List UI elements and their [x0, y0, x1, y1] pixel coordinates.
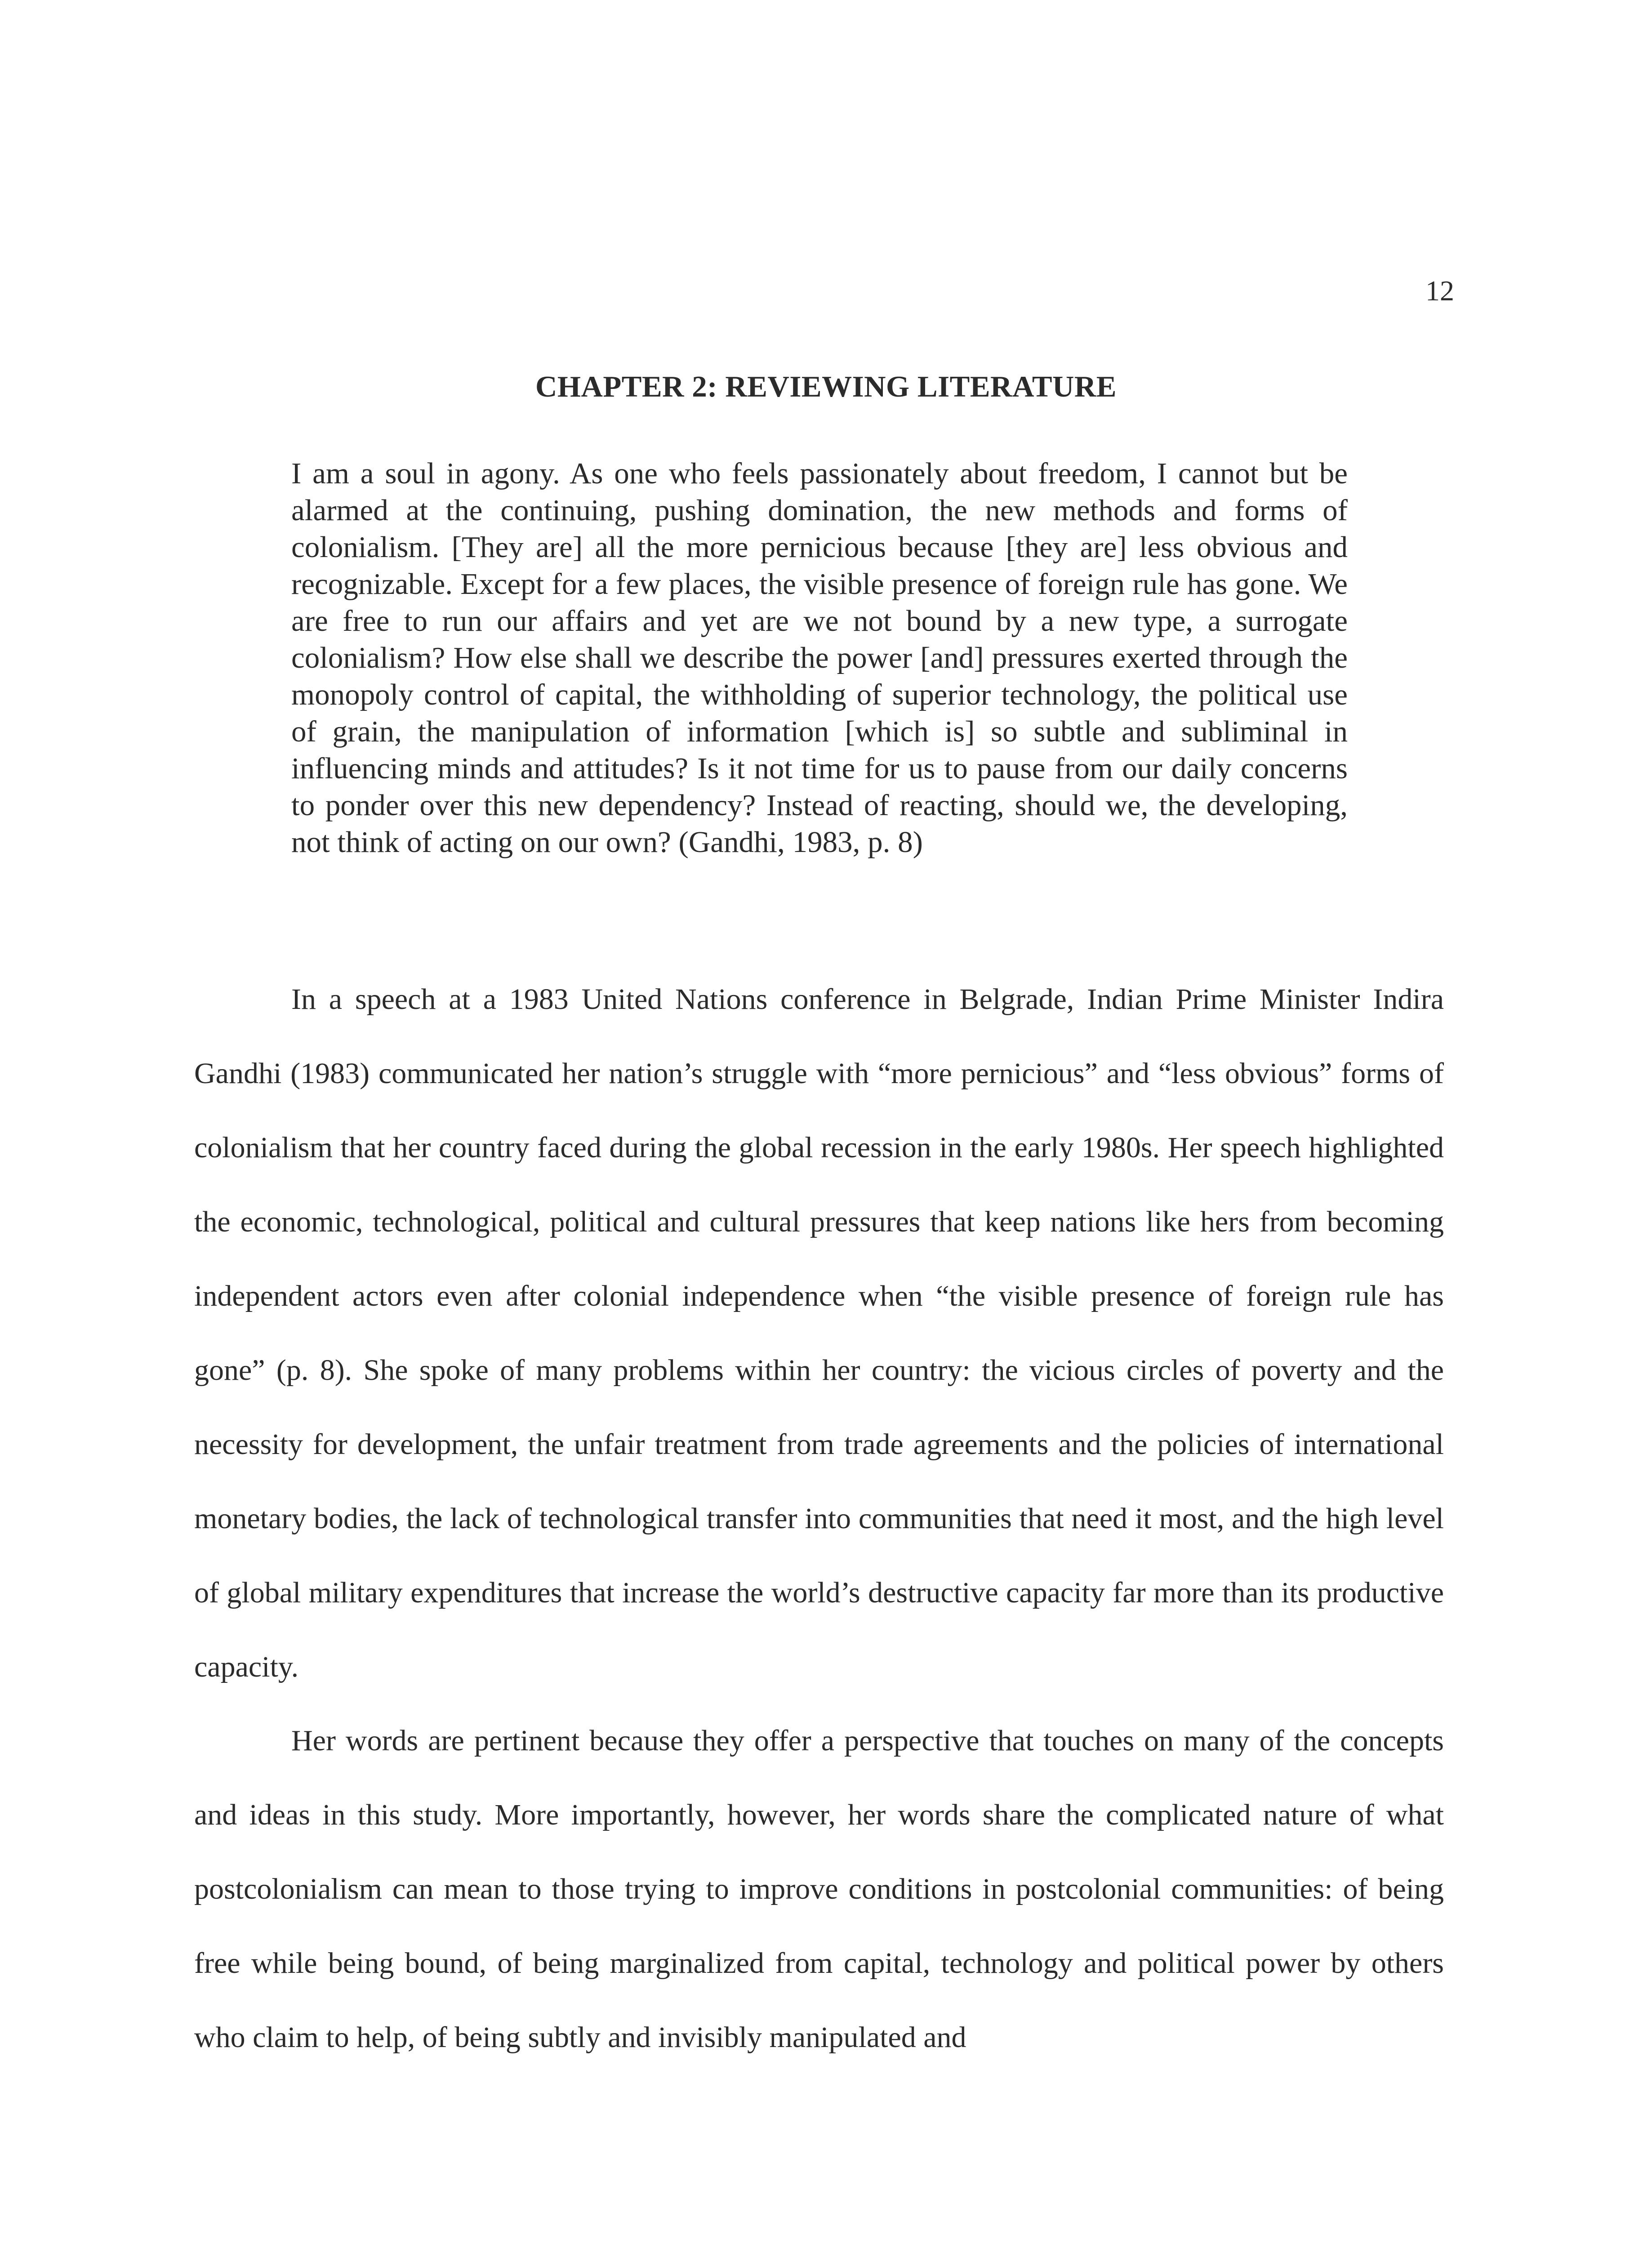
body-paragraph: In a speech at a 1983 United Nations conference in Belgrade, Indian Prime Minister Indira Gandhi (1983) communicated her nation’s struggle with “more pernicious” and “less obvious” forms of colonialism that her country faced during the global recession in the early 1980s. Her speech highlighted the economic, technological, political and cultural pressures that keep nations like hers from becoming independent actors even after colonial independence when “the visible presence of foreign rule has gone” (p. 8). She spoke of many problems within her country: the vicious circles of poverty and the necessity for development, the unfair treatment from trade agreements and the policies of international monetary bodies, the lack of technological transfer into communities that need it most, and the high level of global military expenditures that increase the world’s destructive capacity far more than its productive capacity.	[194, 983, 1444, 1683]
body-paragraph: Her words are pertinent because they offer a perspective that touches on many of the concepts and ideas in this study. More importantly, however, her words share the complicated nature of what postcolonialism can mean to those trying to improve conditions in postcolonial communities: of being free while being bound, of being marginalized from capital, technology and political power by others who claim to help, of being subtly and invisibly manipulated and	[194, 1724, 1444, 2054]
block-quote: I am a soul in agony. As one who feels passionately about freedom, I cannot but be alarmed at the continuing, pushing domination, the new methods and forms of colonialism. [They are] all the more pernicious because [they are] less obvious and recognizable. Except for a few places, the visible presence of foreign rule has gone. We are free to run our affairs and yet are we not bound by a new type, a surrogate colonialism? How else shall we describe the power [and] pressures exerted through the monopoly control of capital, the withholding of superior technology, the political use of grain, the manipulation of information [which is] so subtle and subliminal in influencing minds and attitudes? Is it not time for us to pause from our daily concerns to ponder over this new dependency? Instead of reacting, should we, the developing, not think of acting on our own? (Gandhi, 1983, p. 8)	[291, 457, 1348, 859]
page-number: 12	[1425, 275, 1454, 307]
chapter-title: CHAPTER 2: REVIEWING LITERATURE	[535, 370, 1117, 403]
